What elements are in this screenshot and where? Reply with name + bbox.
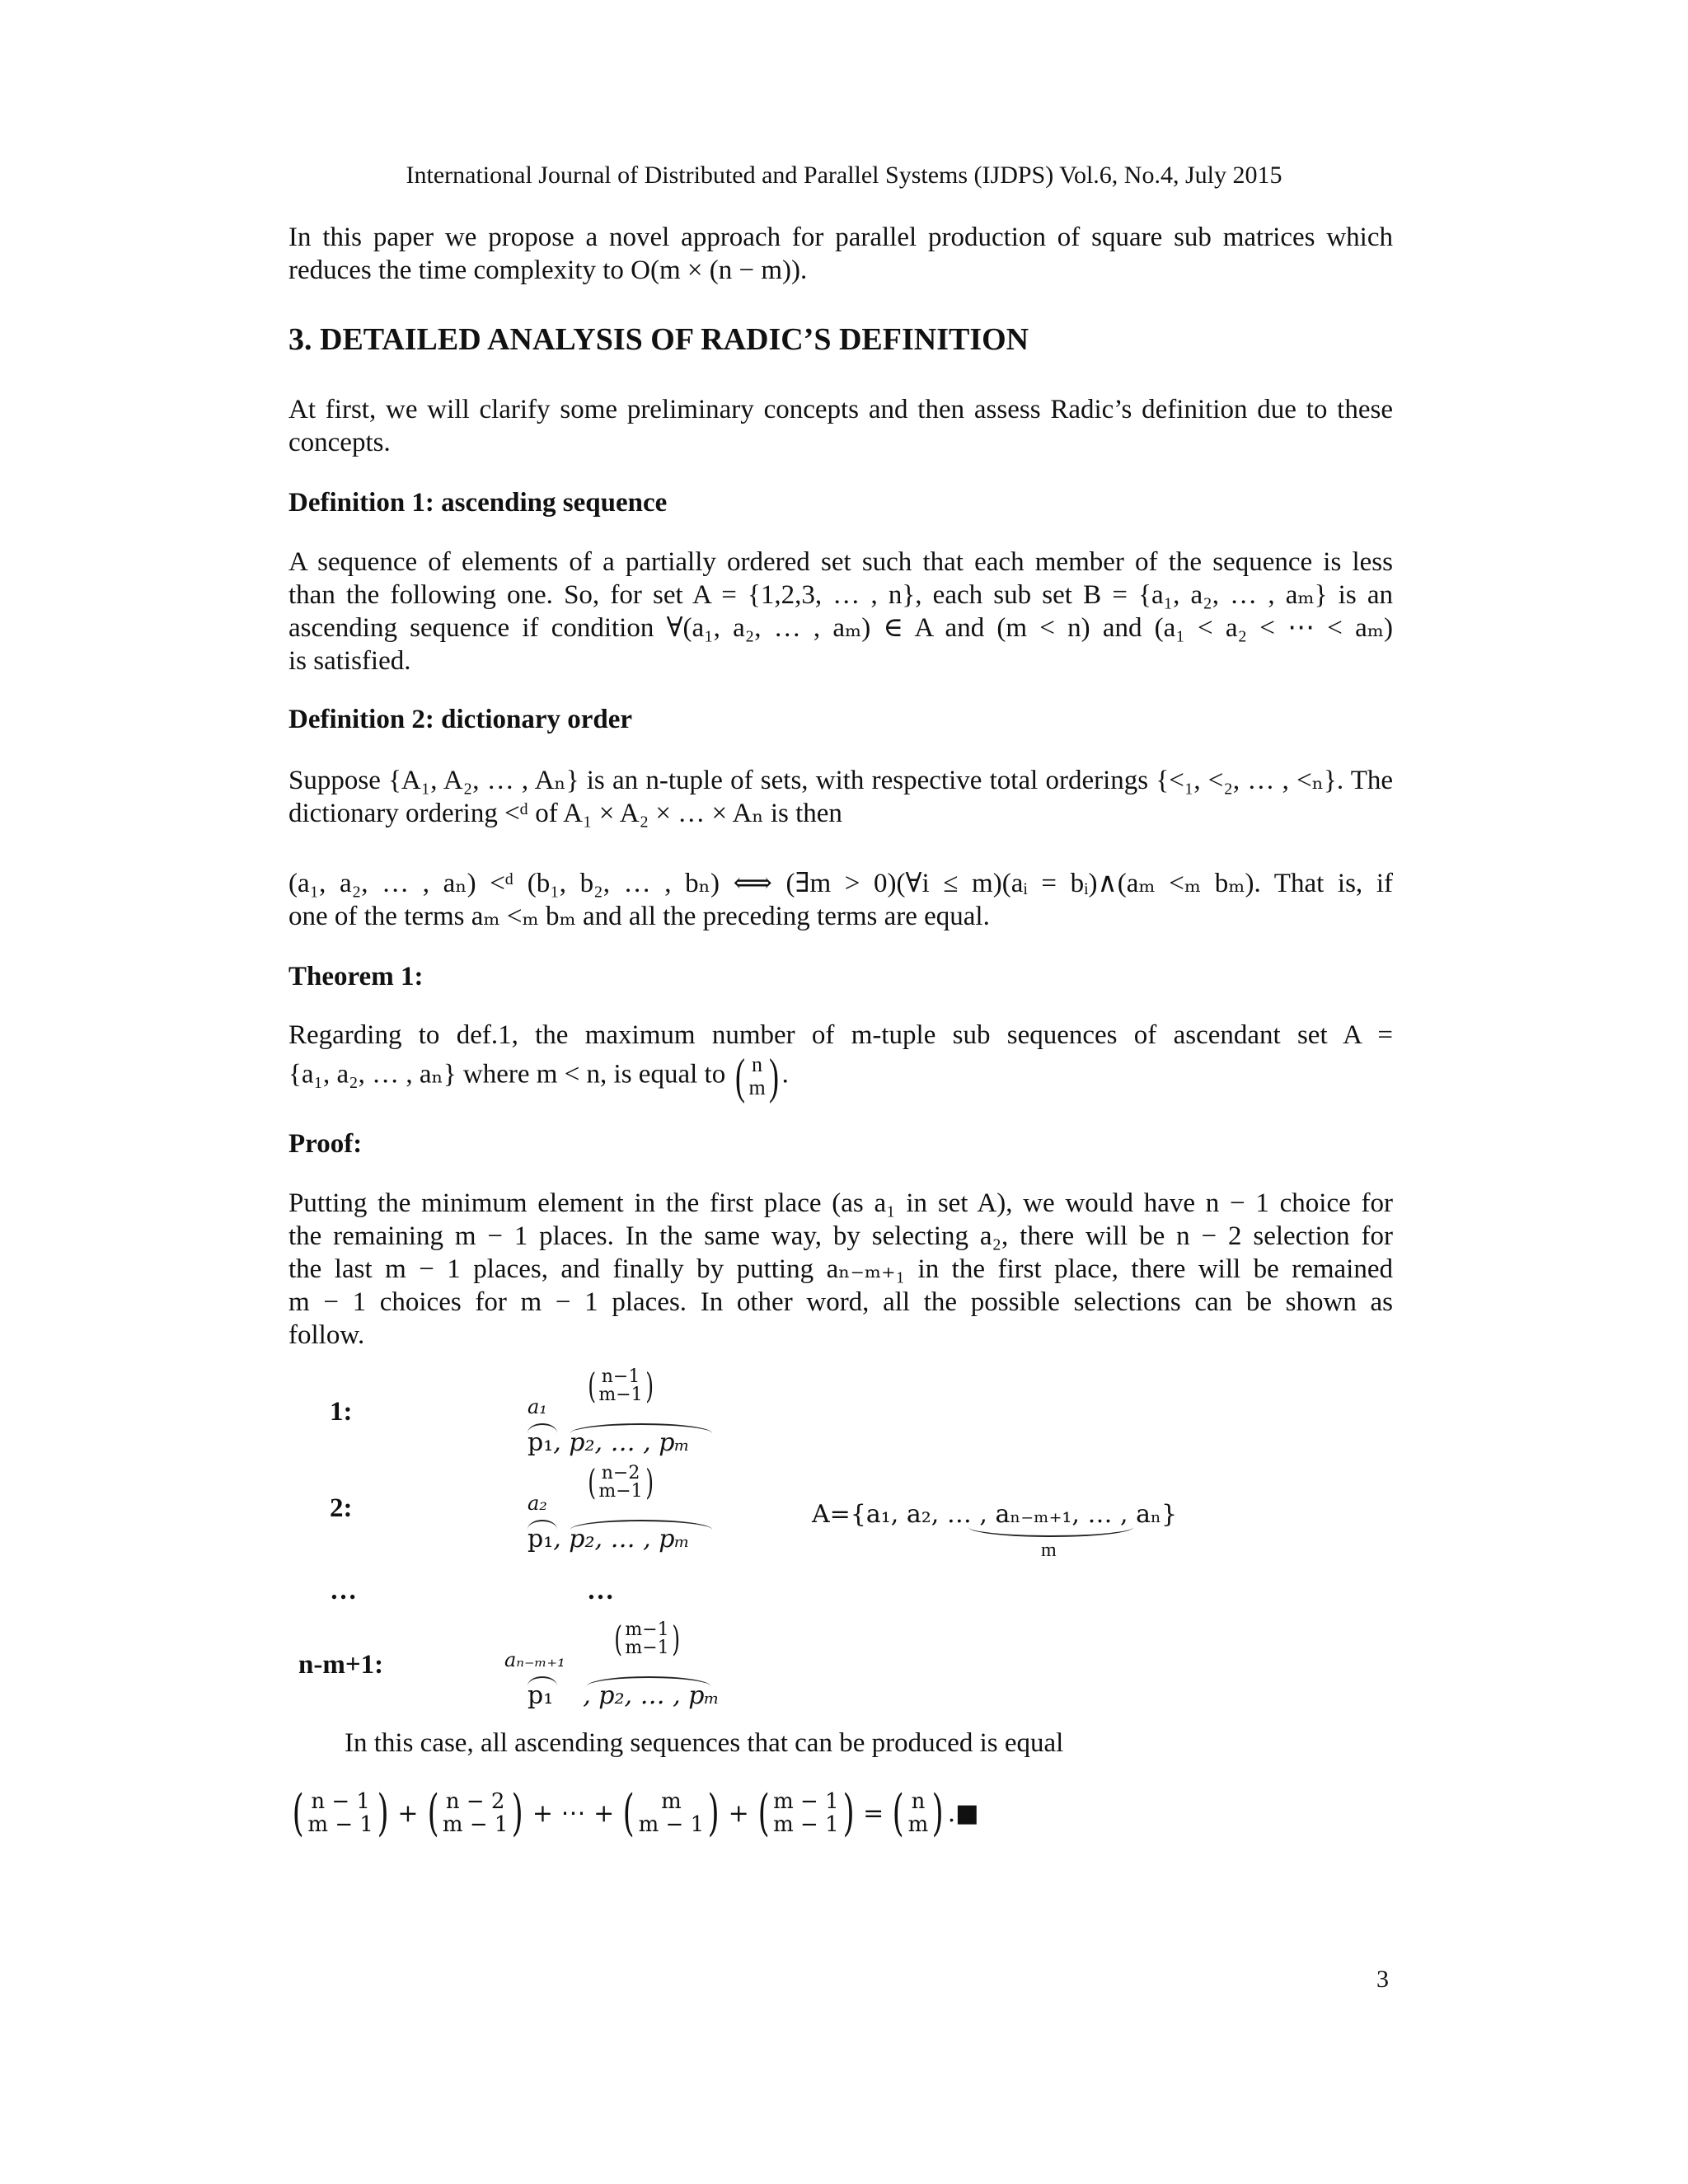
conclusion-paragraph bbox=[345, 1727, 1393, 1760]
proof-line-3: the last m − 1 places, and finally by putting aₙ₋ₘ₊₁ in the first place, there will be remained bbox=[288, 1254, 1393, 1284]
section-number: 3. bbox=[288, 322, 312, 357]
binomial-top: m − 1 bbox=[773, 1789, 839, 1814]
binomial-n-choose-m bbox=[732, 1049, 781, 1104]
binomial-stack bbox=[625, 1621, 668, 1657]
selection-1-p1: p₁ bbox=[528, 1428, 554, 1457]
binomial-bottom: m − 1 bbox=[638, 1812, 705, 1837]
section-intro-line-2: concepts. bbox=[288, 428, 391, 457]
left-paren: ( bbox=[622, 1784, 635, 1842]
proof-heading: Proof: bbox=[288, 1129, 363, 1159]
selection-1-rest: , p₂, … , pₘ bbox=[553, 1428, 690, 1457]
binomial-top: n bbox=[911, 1789, 926, 1814]
section-intro-paragraph bbox=[288, 393, 1393, 459]
selection-label-2: 2: bbox=[330, 1493, 353, 1523]
left-paren: ( bbox=[427, 1784, 439, 1842]
left-paren: ( bbox=[735, 1049, 746, 1104]
right-paren: ) bbox=[768, 1049, 779, 1104]
definition-2-body bbox=[288, 764, 1393, 830]
set-A-expression bbox=[812, 1500, 1177, 1529]
binomial-bottom: m−1 bbox=[625, 1638, 669, 1658]
binomial-bottom: m − 1 bbox=[307, 1812, 373, 1837]
def1-line-3: ascending sequence if condition ∀(a₁, a₂, … , aₘ) ∈ A and (m < n) and (a₁ < a₂ < ⋯ < aₘ) bbox=[288, 613, 1393, 643]
theorem-body bbox=[288, 1019, 1393, 1104]
binomial-bottom: m bbox=[907, 1812, 929, 1837]
conclusion-line: In this case, all ascending sequences that can be produced is equal bbox=[345, 1728, 1064, 1758]
binomial-bottom: m−1 bbox=[598, 1481, 643, 1502]
binomial-stack bbox=[908, 1790, 929, 1836]
theorem-line-2 bbox=[288, 1049, 1393, 1104]
final-term-1 bbox=[288, 1784, 392, 1842]
def2-line-2: dictionary ordering <ᵈ of A₁ × A₂ × … × Aₙ is then bbox=[288, 799, 842, 828]
binomial-top: m−1 bbox=[625, 1619, 669, 1640]
definition-2-heading: Definition 2: dictionary order bbox=[288, 705, 633, 734]
set-A-underlabel: m bbox=[1041, 1540, 1057, 1561]
right-paren: ) bbox=[645, 1462, 654, 1502]
definition-2-formula bbox=[288, 867, 1393, 933]
qed-symbol: .■ bbox=[947, 1798, 979, 1828]
selection-last-rest: , p₂, … , pₘ bbox=[583, 1681, 720, 1710]
selection-2-p1: p₁ bbox=[528, 1525, 554, 1554]
selection-label-1: 1: bbox=[330, 1397, 353, 1427]
selection-1-row bbox=[528, 1428, 690, 1457]
binomial-stack bbox=[307, 1790, 373, 1836]
final-term-4 bbox=[754, 1784, 858, 1842]
binomial-stack bbox=[598, 1465, 642, 1501]
set-A-suffix: } bbox=[1160, 1500, 1178, 1529]
equals-sign: = bbox=[863, 1798, 884, 1828]
selection-1 bbox=[528, 1366, 692, 1457]
theorem-line-2-end: . bbox=[781, 1059, 789, 1090]
section-title: DETAILED ANALYSIS OF RADIC’S DEFINITION bbox=[320, 322, 1029, 357]
underbrace bbox=[968, 1527, 1133, 1537]
binomial-top: n−2 bbox=[601, 1463, 640, 1483]
selection-last-binom bbox=[612, 1621, 682, 1657]
binomial-top: m bbox=[661, 1789, 682, 1814]
binomial-stack bbox=[748, 1053, 765, 1099]
right-paren: ) bbox=[377, 1784, 389, 1842]
section-heading bbox=[288, 321, 1029, 358]
right-paren: ) bbox=[842, 1784, 855, 1842]
proof-line-2: the remaining m − 1 places. In the same way, by selecting a₂, there will be n − 2 selection for bbox=[288, 1221, 1393, 1251]
binomial-bottom: m − 1 bbox=[773, 1812, 839, 1837]
set-A-prefix: A={a₁, a₂, … , bbox=[812, 1500, 996, 1529]
def1-line-1: A sequence of elements of a partially ordered set such that each member of the sequence is less bbox=[288, 547, 1393, 577]
right-paren: ) bbox=[671, 1619, 680, 1659]
selection-2-rest: , p₂, … , pₘ bbox=[553, 1525, 690, 1554]
running-head: International Journal of Distributed and Parallel Systems (IJDPS) Vol.6, No.4, July 2015 bbox=[406, 162, 1282, 189]
theorem-line-2-text: {a₁, a₂, … , aₙ} where m < n, is equal to bbox=[288, 1059, 726, 1090]
selection-1-binom bbox=[585, 1368, 656, 1404]
binomial-top: n − 2 bbox=[445, 1789, 505, 1814]
binomial-top: n bbox=[752, 1052, 763, 1076]
left-paren: ( bbox=[588, 1462, 597, 1502]
page-number: 3 bbox=[1376, 1966, 1389, 1993]
selection-1-first: a₁ bbox=[528, 1395, 547, 1418]
definition-1-body bbox=[288, 546, 1393, 677]
selection-2-first: a₂ bbox=[528, 1492, 547, 1515]
left-paren: ( bbox=[757, 1784, 770, 1842]
right-paren: ) bbox=[707, 1784, 720, 1842]
binomial-top: n−1 bbox=[601, 1366, 640, 1387]
right-paren: ) bbox=[512, 1784, 524, 1842]
selection-last-first: aₙ₋ₘ₊₁ bbox=[504, 1648, 565, 1671]
middle-terms: + ⋯ + bbox=[532, 1798, 615, 1828]
binomial-stack bbox=[443, 1790, 509, 1836]
proof-line-4: m − 1 choices for m − 1 places. In other word, all the possible selections can be shown as bbox=[288, 1287, 1393, 1317]
binomial-stack bbox=[639, 1790, 705, 1836]
right-paren: ) bbox=[645, 1366, 654, 1406]
set-A-braced: aₙ₋ₘ₊₁, … , aₙ bbox=[995, 1500, 1161, 1529]
left-paren: ( bbox=[614, 1619, 623, 1659]
theorem-heading: Theorem 1: bbox=[288, 962, 424, 991]
plus-sign: + bbox=[728, 1798, 749, 1828]
binomial-bottom: m−1 bbox=[598, 1385, 643, 1405]
binomial-bottom: m bbox=[748, 1076, 766, 1099]
binomial-stack bbox=[773, 1790, 839, 1836]
selection-ellipsis: … bbox=[587, 1576, 614, 1605]
left-paren: ( bbox=[292, 1784, 304, 1842]
selection-last-row bbox=[528, 1681, 720, 1710]
proof-line-5: follow. bbox=[288, 1320, 365, 1350]
final-result bbox=[889, 1784, 948, 1842]
definition-1-heading: Definition 1: ascending sequence bbox=[288, 488, 668, 518]
intro-line-1: In this paper we propose a novel approach for parallel production of square sub matrices which bbox=[288, 223, 1393, 252]
selection-last bbox=[504, 1619, 720, 1710]
def2-line-3: (a₁, a₂, … , aₙ) <ᵈ (b₁, b₂, … , bₙ) ⟺ (∃m > 0)(∀i ≤ m)(aᵢ = bᵢ)∧(aₘ <ₘ bₘ). That is, if bbox=[288, 869, 1393, 898]
def2-line-1: Suppose {A₁, A₂, … , Aₙ} is an n-tuple of sets, with respective total orderings {<₁, <₂, … , <ₙ}. The bbox=[288, 766, 1393, 795]
intro-line-2: reduces the time complexity to O(m × (n − m)). bbox=[288, 255, 808, 285]
final-equation bbox=[288, 1784, 979, 1842]
def2-line-4: one of the terms aₘ <ₘ bₘ and all the preceding terms are equal. bbox=[288, 902, 990, 931]
left-paren: ( bbox=[588, 1366, 597, 1406]
def1-line-4: is satisfied. bbox=[288, 646, 411, 676]
selection-last-p1: p₁ bbox=[528, 1681, 554, 1710]
selection-label-ellipsis: … bbox=[330, 1576, 357, 1605]
binomial-stack bbox=[598, 1368, 642, 1404]
selection-label-last: n-m+1: bbox=[298, 1650, 384, 1680]
proof-line-1: Putting the minimum element in the first place (as a₁ in set A), we would have n − 1 choice for bbox=[288, 1188, 1393, 1218]
proof-body bbox=[288, 1187, 1393, 1352]
selection-2-binom bbox=[585, 1462, 656, 1502]
intro-paragraph bbox=[288, 221, 1393, 287]
final-term-3 bbox=[619, 1784, 723, 1842]
binomial-top: n − 1 bbox=[311, 1789, 370, 1814]
section-intro-line-1: At first, we will clarify some preliminary concepts and then assess Radic’s definition due to these bbox=[288, 395, 1393, 424]
def1-line-2: than the following one. So, for set A = {1,2,3, … , n}, each sub set B = {a₁, a₂, … , aₘ} is an bbox=[288, 580, 1393, 610]
final-term-2 bbox=[424, 1784, 528, 1842]
right-paren: ) bbox=[931, 1784, 945, 1842]
selection-2 bbox=[528, 1462, 692, 1554]
selection-2-row bbox=[528, 1525, 690, 1554]
left-paren: ( bbox=[892, 1784, 904, 1842]
plus-sign: + bbox=[397, 1798, 419, 1828]
theorem-line-1: Regarding to def.1, the maximum number of m-tuple sub sequences of ascendant set A = bbox=[288, 1020, 1393, 1050]
binomial-bottom: m − 1 bbox=[442, 1812, 509, 1837]
